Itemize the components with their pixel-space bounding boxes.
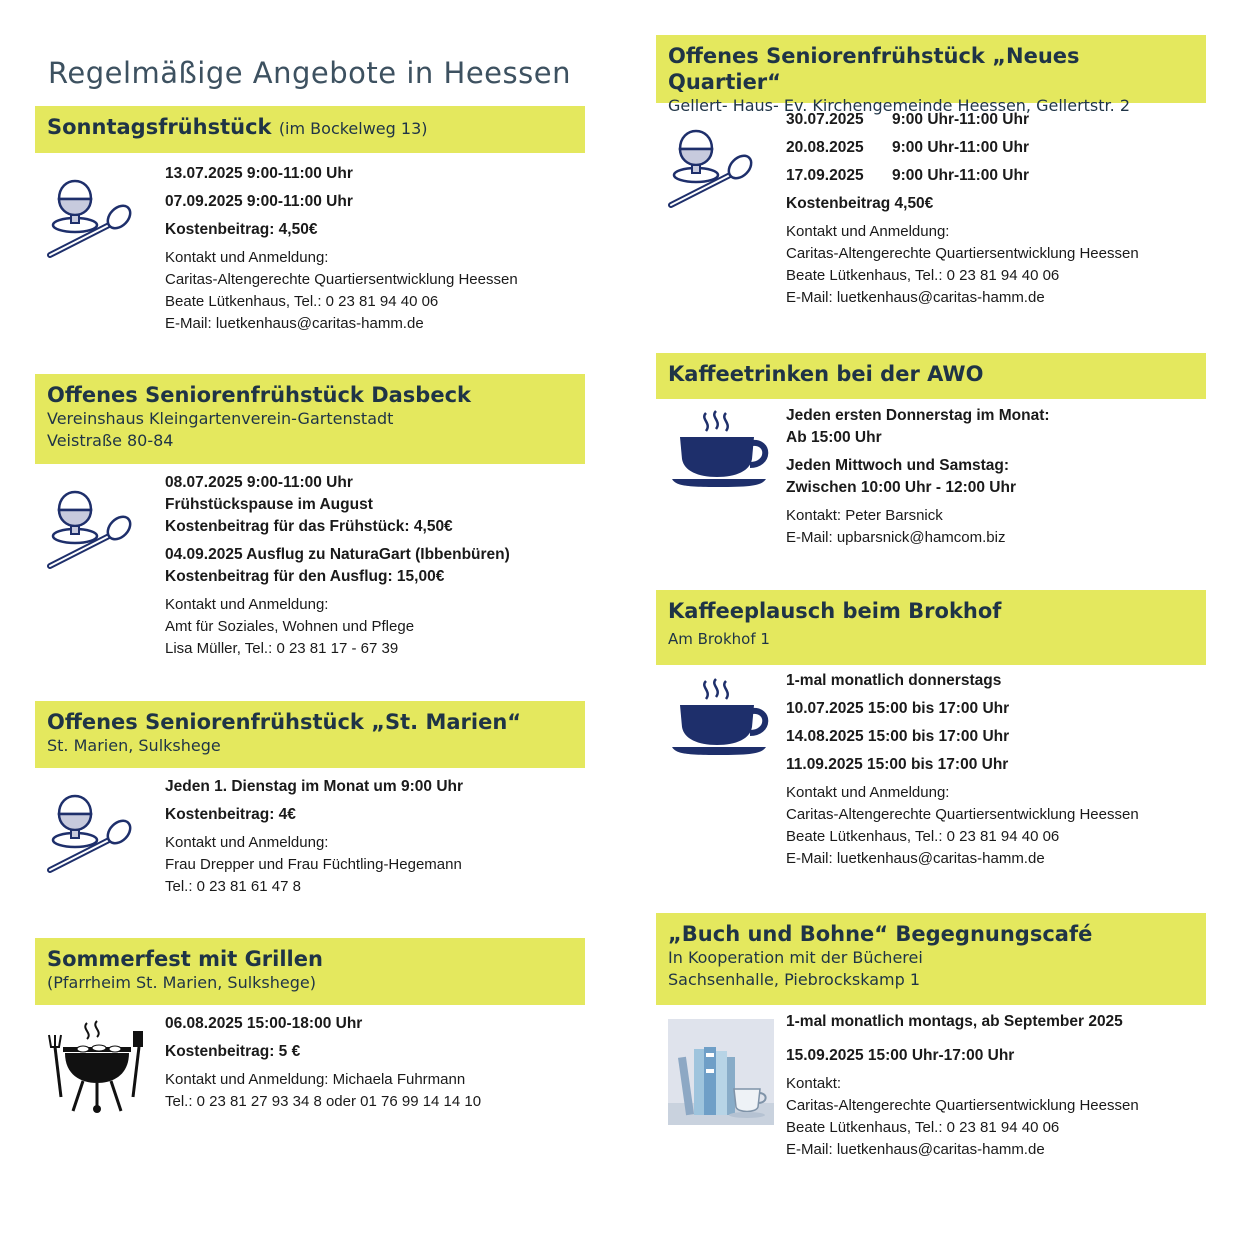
event-header bbox=[656, 590, 1206, 665]
event-schedule: 1-mal monatlich donnerstags bbox=[786, 672, 1002, 689]
contact-line: Caritas-Altengerechte Quartiersentwicklung Heessen bbox=[786, 245, 1139, 262]
egg-cup-icon bbox=[666, 117, 758, 214]
contact-line: Kontakt und Anmeldung: Michaela Fuhrmann bbox=[165, 1071, 466, 1088]
event-fee: Kostenbeitrag: 4,50€ bbox=[165, 221, 318, 238]
contact-line: Beate Lütkenhaus, Tel.: 0 23 81 94 40 06 bbox=[786, 1119, 1060, 1136]
contact-email: E-Mail: luetkenhaus@caritas-hamm.de bbox=[786, 850, 1045, 867]
contact-line: Tel.: 0 23 81 61 47 8 bbox=[165, 878, 301, 895]
event-location: Gellert- Haus- Ev. Kirchengemeinde Heessen, Gellertstr. 2 bbox=[668, 96, 1130, 115]
event-details bbox=[786, 1011, 1206, 1161]
event-header bbox=[35, 374, 585, 464]
event-date-row: 30.07.2025 9:00 Uhr-11:00 Uhr bbox=[786, 111, 1029, 128]
egg-cup-icon bbox=[45, 167, 137, 264]
event-date: 14.08.2025 15:00 bis 17:00 Uhr bbox=[786, 728, 1010, 745]
event-details bbox=[165, 776, 585, 898]
event-header bbox=[656, 353, 1206, 399]
contact-line: Caritas-Altengerechte Quartiersentwicklung Heessen bbox=[786, 1097, 1139, 1114]
event-date: 11.09.2025 15:00 bis 17:00 Uhr bbox=[786, 756, 1009, 773]
event-st-marien bbox=[35, 701, 585, 895]
event-header bbox=[35, 106, 585, 153]
event-schedule: 1-mal monatlich montags, ab September 2025 bbox=[786, 1013, 1123, 1030]
contact-line: Caritas-Altengerechte Quartiersentwicklung Heessen bbox=[786, 806, 1139, 823]
event-title: „Buch und Bohne“ Begegnungscafé bbox=[668, 922, 1093, 946]
page-title: Regelmäßige Angebote in Heessen bbox=[48, 56, 571, 90]
event-time: Ab 15:00 Uhr bbox=[786, 429, 882, 446]
contact-line: Beate Lütkenhaus, Tel.: 0 23 81 94 40 06 bbox=[786, 828, 1060, 845]
event-header bbox=[35, 701, 585, 768]
event-date: 04.09.2025 Ausflug zu NaturaGart (Ibbenbüren) bbox=[165, 546, 510, 563]
event-schedule: Jeden 1. Dienstag im Monat um 9:00 Uhr bbox=[165, 778, 464, 795]
contact-email: E-Mail: luetkenhaus@caritas-hamm.de bbox=[165, 315, 424, 332]
event-location: (Pfarrheim St. Marien, Sulkshege) bbox=[47, 973, 316, 992]
event-title: Offenes Seniorenfrühstück Dasbeck bbox=[47, 383, 471, 407]
contact-line: Kontakt und Anmeldung: bbox=[165, 596, 329, 613]
event-title: Kaffeetrinken bei der AWO bbox=[668, 362, 984, 386]
contact-line: Kontakt und Anmeldung: bbox=[786, 784, 950, 801]
event-note: Frühstückspause im August bbox=[165, 496, 373, 513]
event-date: 08.07.2025 9:00-11:00 Uhr bbox=[165, 474, 353, 491]
event-dasbeck bbox=[35, 374, 585, 657]
event-date: 07.09.2025 9:00-11:00 Uhr bbox=[165, 193, 353, 210]
contact-line: Kontakt: bbox=[786, 1075, 842, 1092]
contact-line: Kontakt: Peter Barsnick bbox=[786, 507, 943, 524]
grill-icon bbox=[43, 1017, 143, 1122]
event-date-row: 20.08.2025 9:00 Uhr-11:00 Uhr bbox=[786, 139, 1029, 156]
contact-line: Kontakt und Anmeldung: bbox=[786, 223, 950, 240]
event-buch-und-bohne bbox=[656, 913, 1206, 1158]
event-time: Zwischen 10:00 Uhr - 12:00 Uhr bbox=[786, 479, 1016, 496]
event-partner: In Kooperation mit der Bücherei bbox=[668, 948, 923, 967]
contact-line: Lisa Müller, Tel.: 0 23 81 17 - 67 39 bbox=[165, 640, 399, 657]
event-details bbox=[165, 163, 585, 335]
event-location: Am Brokhof 1 bbox=[668, 630, 770, 648]
event-date-row: 17.09.2025 9:00 Uhr-11:00 Uhr bbox=[786, 167, 1029, 184]
event-details bbox=[165, 472, 585, 660]
event-date: 10.07.2025 15:00 bis 17:00 Uhr bbox=[786, 700, 1010, 717]
contact-line: Amt für Soziales, Wohnen und Pflege bbox=[165, 618, 415, 635]
contact-email: E-Mail: upbarsnick@hamcom.biz bbox=[786, 529, 1006, 546]
event-sommerfest bbox=[35, 938, 585, 1110]
event-location: St. Marien, Sulkshege bbox=[47, 736, 221, 755]
event-date: 06.08.2025 15:00-18:00 Uhr bbox=[165, 1015, 363, 1032]
contact-line: Beate Lütkenhaus, Tel.: 0 23 81 94 40 06 bbox=[165, 293, 439, 310]
contact-line: Caritas-Altengerechte Quartiersentwicklung Heessen bbox=[165, 271, 518, 288]
event-awo bbox=[656, 353, 1206, 546]
event-fee: Kostenbeitrag: 4€ bbox=[165, 806, 296, 823]
event-header bbox=[656, 913, 1206, 1005]
books-and-cup-image bbox=[668, 1019, 774, 1130]
contact-line: Kontakt und Anmeldung: bbox=[165, 834, 329, 851]
event-title: Offenes Seniorenfrühstück „St. Marien“ bbox=[47, 710, 522, 734]
event-schedule: Jeden Mittwoch und Samstag: bbox=[786, 457, 1010, 474]
event-fee: Kostenbeitrag 4,50€ bbox=[786, 195, 934, 212]
event-title: Offenes Seniorenfrühstück „Neues Quartier“ bbox=[668, 44, 1080, 94]
event-sonntagsfruehstueck bbox=[35, 106, 585, 332]
event-fee: Kostenbeitrag für das Frühstück: 4,50€ bbox=[165, 518, 453, 535]
contact-line: Beate Lütkenhaus, Tel.: 0 23 81 94 40 06 bbox=[786, 267, 1060, 284]
event-location: Vereinshaus Kleingartenverein-Gartenstadt bbox=[47, 409, 394, 428]
event-brokhof bbox=[656, 590, 1206, 867]
event-date: 13.07.2025 9:00-11:00 Uhr bbox=[165, 165, 353, 182]
contact-line: Kontakt und Anmeldung: bbox=[165, 249, 329, 266]
contact-line: Frau Drepper und Frau Füchtling-Hegemann bbox=[165, 856, 462, 873]
event-header bbox=[35, 938, 585, 1005]
event-neues-quartier bbox=[656, 35, 1206, 306]
event-details bbox=[165, 1013, 585, 1113]
event-details bbox=[786, 405, 1206, 549]
event-address: Veistraße 80-84 bbox=[47, 431, 174, 450]
event-address: Sachsenhalle, Piebrockskamp 1 bbox=[668, 970, 921, 989]
event-fee: Kostenbeitrag: 5 € bbox=[165, 1043, 301, 1060]
event-details bbox=[786, 670, 1206, 870]
event-date: 15.09.2025 15:00 Uhr-17:00 Uhr bbox=[786, 1047, 1015, 1064]
event-location: (im Bockelweg 13) bbox=[278, 119, 428, 138]
event-header bbox=[656, 35, 1206, 115]
event-fee: Kostenbeitrag für den Ausflug: 15,00€ bbox=[165, 568, 445, 585]
coffee-cup-icon bbox=[670, 407, 774, 492]
egg-cup-icon bbox=[45, 782, 137, 879]
event-schedule: Jeden ersten Donnerstag im Monat: bbox=[786, 407, 1050, 424]
event-details bbox=[786, 109, 1206, 309]
contact-email: E-Mail: luetkenhaus@caritas-hamm.de bbox=[786, 289, 1045, 306]
contact-line: Tel.: 0 23 81 27 93 34 8 oder 01 76 99 14 14 10 bbox=[165, 1093, 482, 1110]
event-title: Kaffeeplausch beim Brokhof bbox=[668, 599, 1002, 623]
coffee-cup-icon bbox=[670, 675, 774, 760]
egg-cup-icon bbox=[45, 478, 137, 575]
contact-email: E-Mail: luetkenhaus@caritas-hamm.de bbox=[786, 1141, 1045, 1158]
event-title: Sonntagsfrühstück (im Bockelweg 13) bbox=[47, 115, 428, 139]
event-title: Sommerfest mit Grillen bbox=[47, 947, 323, 971]
